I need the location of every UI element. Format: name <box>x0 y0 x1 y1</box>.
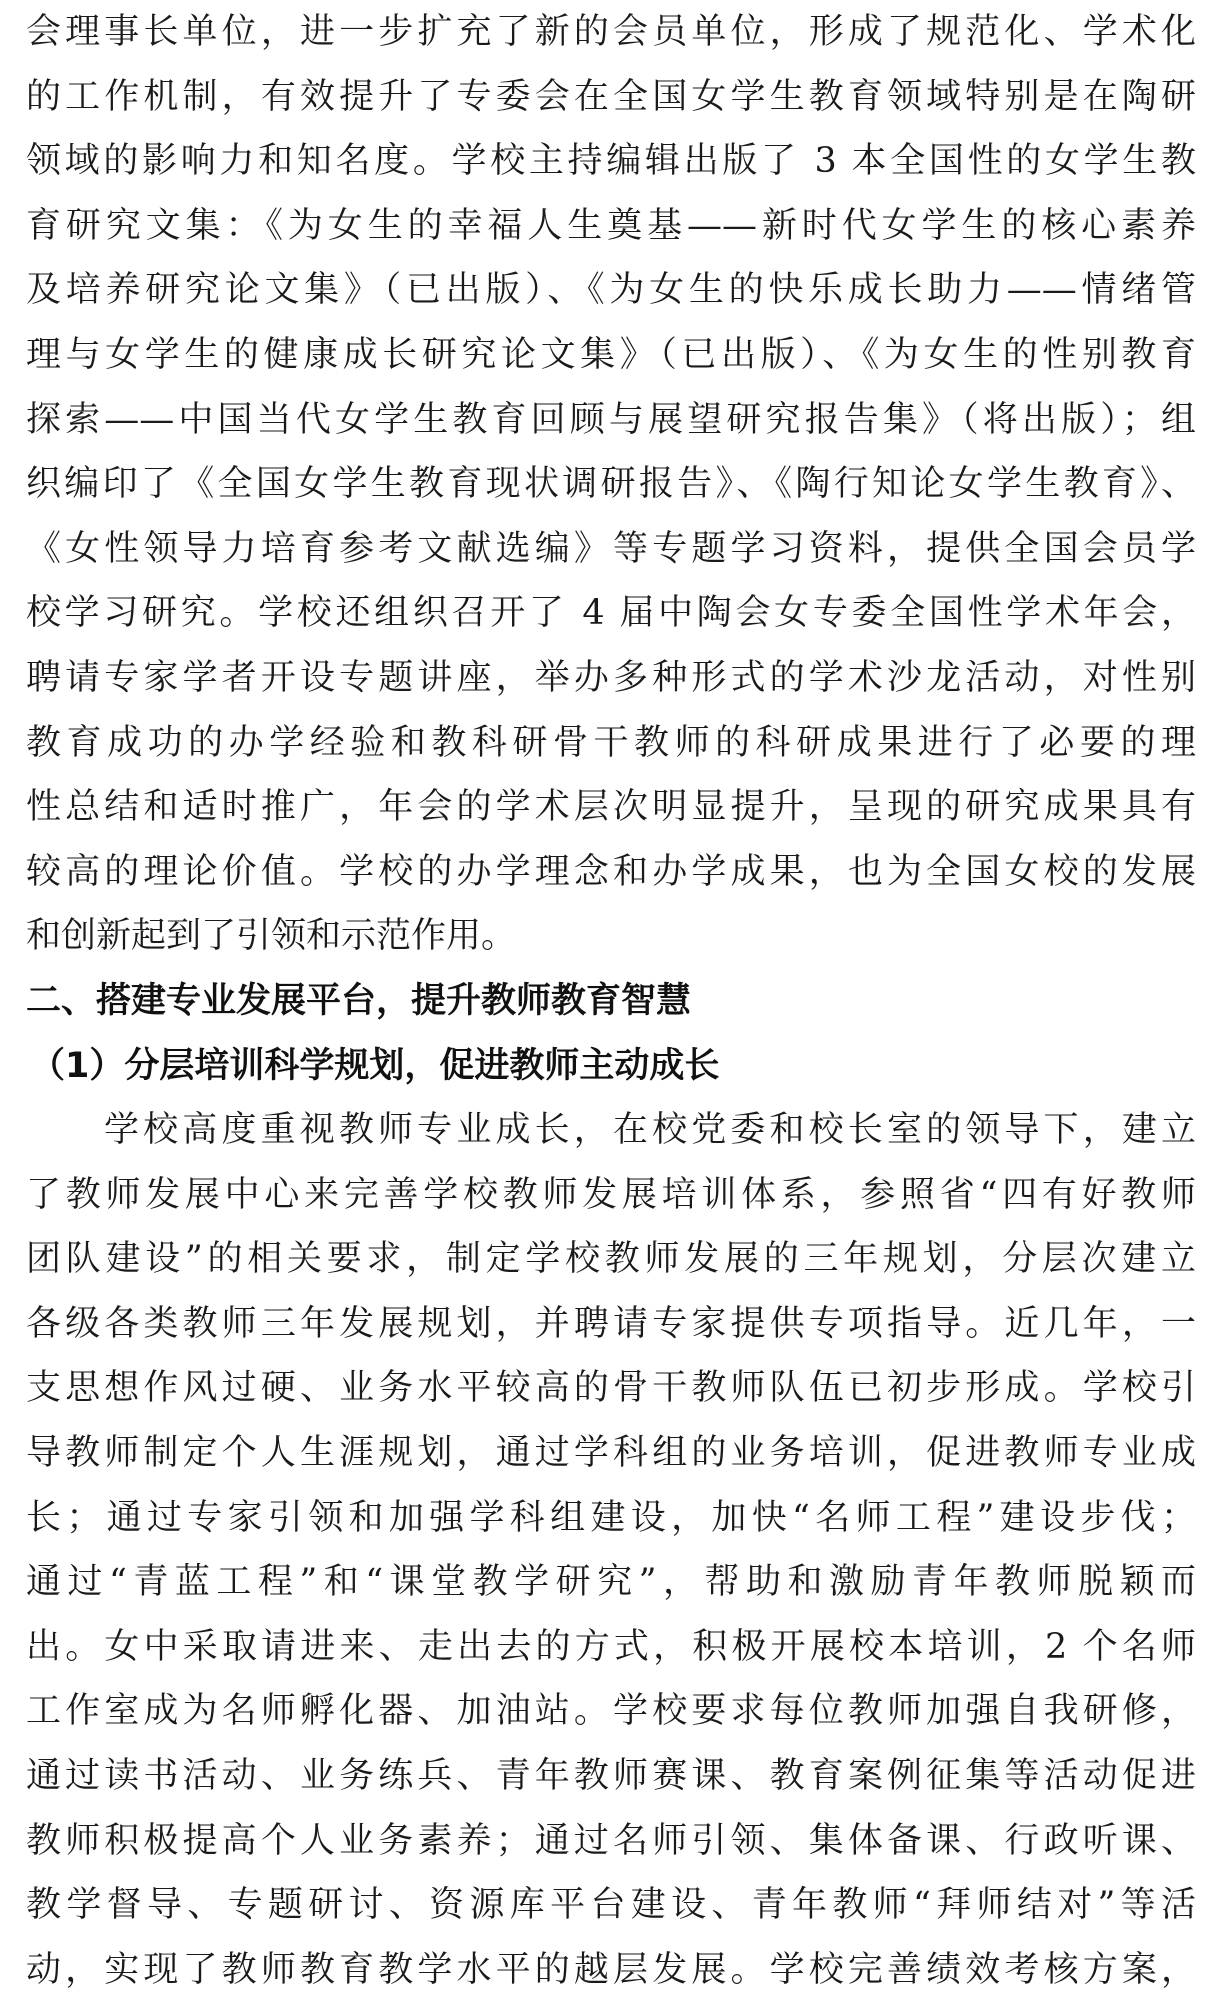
text-line: 工作室成为名师孵化器、加油站。学校要求每位教师加强自我研修， <box>26 1691 1196 1732</box>
text-line: 校学习研究。学校还组织召开了 4 届中陶会女专委全国性学术年会， <box>26 593 1196 634</box>
paragraph-1 <box>26 0 1196 969</box>
text-line: 探索——中国当代女学生教育回顾与展望研究报告集》（将出版）；组 <box>26 399 1196 440</box>
subsection-heading: （1）分层培训科学规划，促进教师主动成长 <box>30 1045 720 1086</box>
text-line: 较高的理论价值。学校的办学理念和办学成果，也为全国女校的发展 <box>26 851 1196 892</box>
text-line: 通过“青蓝工程”和“课堂教学研究”，帮助和激励青年教师脱颖而 <box>26 1562 1196 1603</box>
text-line: 领域的影响力和知名度。学校主持编辑出版了 3 本全国性的女学生教 <box>26 141 1196 182</box>
paragraph-2 <box>26 1098 1196 2002</box>
text-line: 及培养研究论文集》（已出版）、《为女生的快乐成长助力——情绪管 <box>26 270 1196 311</box>
text-line: 长；通过专家引领和加强学科组建设，加快“名师工程”建设步伐； <box>26 1497 1196 1538</box>
text-line: 聘请专家学者开设专题讲座，举办多种形式的学术沙龙活动，对性别 <box>26 657 1196 698</box>
text-line: 和创新起到了引领和示范作用。 <box>26 916 517 957</box>
document-page <box>26 0 1196 1990</box>
section-heading: 二、搭建专业发展平台，提升教师教育智慧 <box>26 980 692 1021</box>
text-line: 学校高度重视教师专业成长，在校党委和校长室的领导下，建立 <box>104 1110 1196 1151</box>
text-line: 出。女中采取请进来、走出去的方式，积极开展校本培训，2 个名师 <box>26 1626 1196 1667</box>
text-line: 的工作机制，有效提升了专委会在全国女学生教育领域特别是在陶研 <box>26 76 1196 117</box>
text-line: 动，实现了教师教育教学水平的越层发展。学校完善绩效考核方案， <box>26 1949 1196 1990</box>
text-line: 织编印了《全国女学生教育现状调研报告》、《陶行知论女学生教育》、 <box>26 464 1196 505</box>
text-line: 《女性领导力培育参考文献选编》等专题学习资料，提供全国会员学 <box>26 528 1196 569</box>
text-line: 了教师发展中心来完善学校教师发展培训体系，参照省“四有好教师 <box>26 1174 1196 1215</box>
text-line: 性总结和适时推广，年会的学术层次明显提升，呈现的研究成果具有 <box>26 787 1196 828</box>
text-line: 理与女学生的健康成长研究论文集》（已出版）、《为女生的性别教育 <box>26 334 1196 375</box>
text-line: 教学督导、专题研讨、资源库平台建设、青年教师“拜师结对”等活 <box>26 1885 1196 1926</box>
text-line: 导教师制定个人生涯规划，通过学科组的业务培训，促进教师专业成 <box>26 1433 1196 1474</box>
text-line: 支思想作风过硬、业务水平较高的骨干教师队伍已初步形成。学校引 <box>26 1368 1196 1409</box>
text-line: 会理事长单位，进一步扩充了新的会员单位，形成了规范化、学术化 <box>26 12 1196 52</box>
text-line: 教师积极提高个人业务素养；通过名师引领、集体备课、行政听课、 <box>26 1820 1196 1861</box>
text-line: 团队建设”的相关要求，制定学校教师发展的三年规划，分层次建立 <box>26 1239 1196 1280</box>
text-line: 育研究文集：《为女生的幸福人生奠基——新时代女学生的核心素养 <box>26 205 1196 246</box>
text-line: 各级各类教师三年发展规划，并聘请专家提供专项指导。近几年，一 <box>26 1303 1196 1344</box>
text-line: 通过读书活动、业务练兵、青年教师赛课、教育案例征集等活动促进 <box>26 1756 1196 1797</box>
text-line: 教育成功的办学经验和教科研骨干教师的科研成果进行了必要的理 <box>26 722 1196 763</box>
